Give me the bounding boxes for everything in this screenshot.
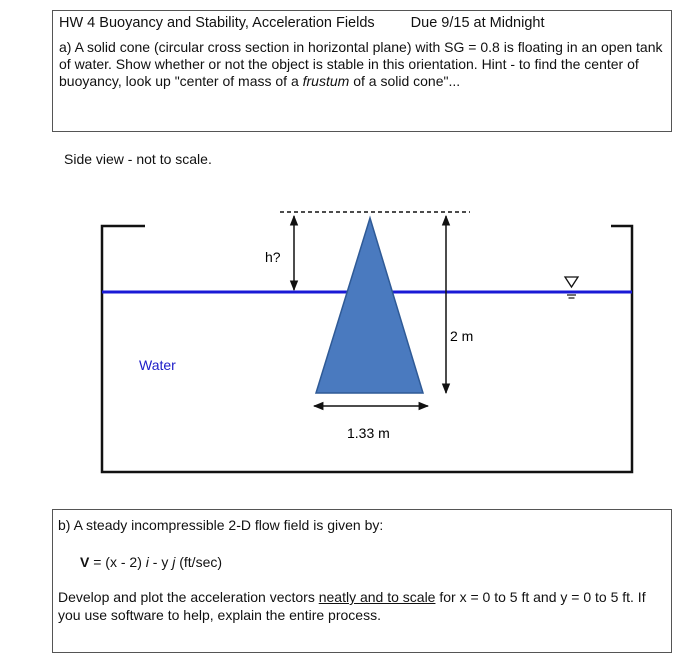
eq-part-2: - y xyxy=(148,554,173,570)
velocity-equation xyxy=(80,553,666,571)
part-b-instructions xyxy=(58,588,666,624)
eq-units: (ft/sec) xyxy=(175,554,223,570)
cone-diagram xyxy=(0,180,700,480)
header-title: HW 4 Buoyancy and Stability, Acceleration Fields xyxy=(59,15,375,31)
height-above-water-label: h? xyxy=(265,249,281,265)
free-surface-symbol-icon xyxy=(565,277,578,298)
base-width-label: 1.33 m xyxy=(347,425,390,441)
unit-vector-j: j xyxy=(172,554,176,570)
water-label: Water xyxy=(139,357,176,373)
part-b-underlined-text: neatly and to scale xyxy=(318,589,436,605)
floating-cone xyxy=(316,218,423,393)
total-height-label: 2 m xyxy=(450,328,474,344)
velocity-symbol: V xyxy=(80,554,90,570)
part-b-title: b) A steady incompressible 2-D flow field is given by: xyxy=(58,517,384,533)
unit-vector-i: i xyxy=(145,554,149,570)
part-a-question xyxy=(59,39,665,90)
part-b-box xyxy=(52,509,672,653)
side-view-label: Side view - not to scale. xyxy=(64,151,212,167)
part-a-text-2: of a solid cone"... xyxy=(349,73,461,89)
eq-part-1: = (x - 2) xyxy=(89,554,146,570)
header-due-date: Due 9/15 at Midnight xyxy=(410,15,545,31)
header xyxy=(59,15,665,31)
part-b-text-2: for x = 0 to 5 ft and y = 0 to 5 ft. If you use software to help, explain the entire process. xyxy=(58,589,646,623)
part-a-box xyxy=(52,10,672,132)
part-a-text-1: a) A solid cone (circular cross section in horizontal plane) with SG = 0.8 is floating in an open tank of water. Show whether or not the object is stable in this orientation. Hint - to find the center of buoyancy, look up "center of mass of a xyxy=(59,39,663,89)
part-a-italic-word: frustum xyxy=(302,73,350,89)
part-b-text-1: Develop and plot the acceleration vectors xyxy=(58,589,319,605)
